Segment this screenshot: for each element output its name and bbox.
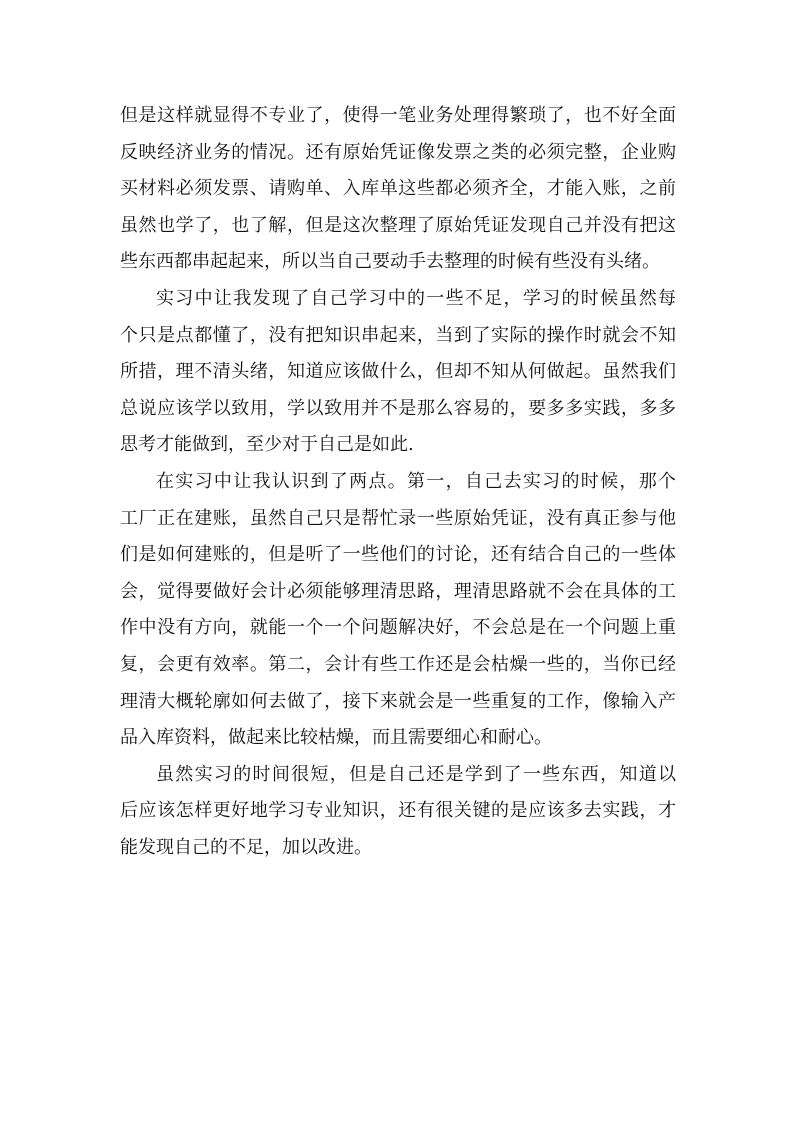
text-line: 所措，理不清头绪，知道应该做什么，但却不知从何做起。虽然我们 xyxy=(120,361,676,383)
text-line: 在实习中让我认识到了两点。第一，自己去实习的时候，那个 xyxy=(156,470,676,492)
text-line: 品入库资料，做起来比较枯燥，而且需要细心和耐心。 xyxy=(120,727,552,749)
paragraph-1 xyxy=(120,98,676,281)
text-line: 作中没有方向，就能一个一个问题解决好，不会总是在一个问题上重 xyxy=(120,617,676,639)
text-line: 虽然实习的时间很短，但是自己还是学到了一些东西，知道以 xyxy=(156,763,676,785)
text-line: 会，觉得要做好会计必须能够理清思路，理清思路就不会在具体的工 xyxy=(120,580,676,602)
text-line: 总说应该学以致用，学以致用并不是那么容易的，要多多实践，多多 xyxy=(120,397,676,419)
text-line: 但是这样就显得不专业了，使得一笔业务处理得繁琐了，也不好全面 xyxy=(120,105,676,126)
paragraph-2 xyxy=(120,281,676,464)
text-line: 反映经济业务的情况。还有原始凭证像发票之类的必须完整，企业购 xyxy=(120,141,676,163)
document-body xyxy=(120,98,676,866)
text-line: 买材料必须发票、请购单、入库单这些都必须齐全，才能入账，之前 xyxy=(120,178,676,200)
text-line: 复，会更有效率。第二，会计有些工作还是会枯燥一些的，当你已经 xyxy=(120,653,676,675)
text-line: 实习中让我发现了自己学习中的一些不足，学习的时候虽然每 xyxy=(156,287,676,309)
text-line: 理清大概轮廓如何去做了，接下来就会是一些重复的工作，像输入产 xyxy=(120,690,676,712)
text-line: 思考才能做到，至少对于自己是如此. xyxy=(120,434,414,456)
text-line: 们是如何建账的，但是听了一些他们的讨论，还有结合自己的一些体 xyxy=(120,544,676,566)
text-line: 些东西都串起起来，所以当自己要动手去整理的时候有些没有头绪。 xyxy=(120,251,660,273)
paragraph-4 xyxy=(120,757,676,867)
text-line: 虽然也学了，也了解，但是这次整理了原始凭证发现自己并没有把这 xyxy=(120,214,676,236)
text-line: 个只是点都懂了，没有把知识串起来，当到了实际的操作时就会不知 xyxy=(120,324,676,346)
text-line: 能发现自己的不足，加以改进。 xyxy=(120,836,372,858)
text-line: 工厂正在建账，虽然自己只是帮忙录一些原始凭证，没有真正参与他 xyxy=(120,507,676,529)
paragraph-3 xyxy=(120,464,676,757)
text-line: 后应该怎样更好地学习专业知识，还有很关键的是应该多去实践，才 xyxy=(120,800,676,822)
